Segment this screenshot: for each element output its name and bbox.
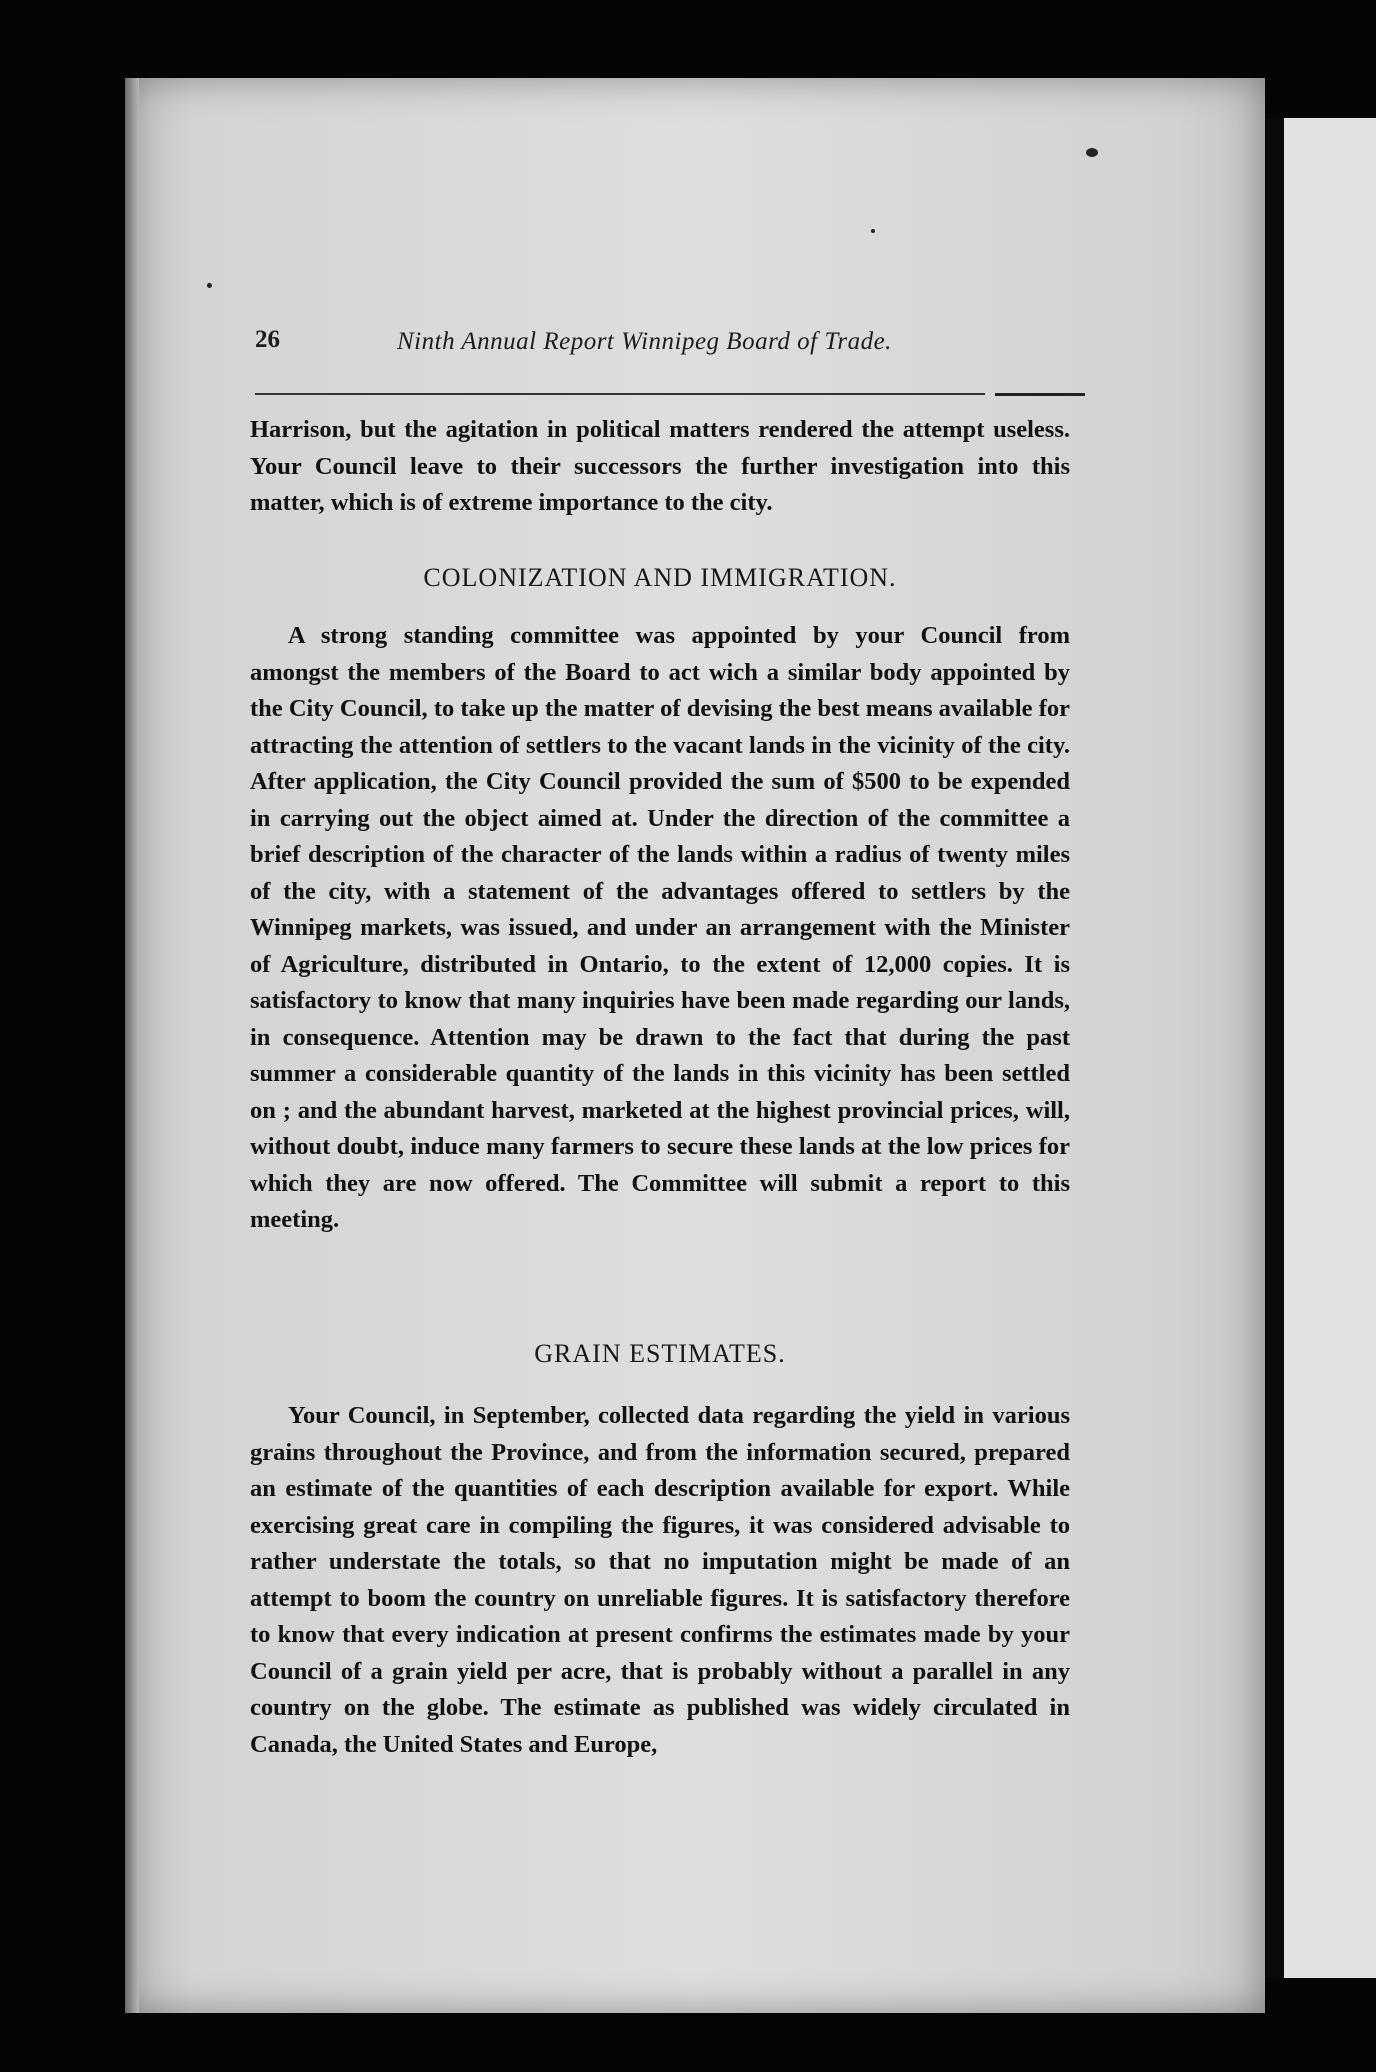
page-number: 26: [255, 326, 280, 353]
header-rule: [255, 393, 985, 395]
intro-paragraph: Harrison, but the agitation in political matters rendered the attempt useless. Your Council leave to their successors the further investigation into this matter, which is of extreme importance to the city.: [250, 416, 1070, 516]
grain-paragraph: Your Council, in September, collected data regarding the yield in various grains throughout the Province, and from the information secured, prepared an estimate of the quantities of each description available for export. While exercising great care in compiling the figures, it was considered advisable to rather understate the totals, so that no imputation might be made of an attempt to boom the country on unreliable figures. It is satisfactory therefore to know that every indication at present confirms the estimates made by your Council of a grain yield per acre, that is probably without a parallel in any country on the globe. The estimate as published was widely circulated in Canada, the United States and Europe,: [250, 1402, 1070, 1758]
intro-text: [250, 412, 1070, 522]
ink-speck: [871, 229, 875, 233]
running-title: Ninth Annual Report Winnipeg Board of Trade.: [397, 328, 892, 355]
section-heading-grain: GRAIN ESTIMATES.: [534, 1339, 786, 1368]
grain-text: [250, 1398, 1070, 1763]
ink-speck: [207, 283, 212, 288]
colonization-paragraph: A strong standing committee was appointed by your Council from amongst the members of the Board to act wich a similar body appointed by the City Council, to take up the matter of devising the best means available for attracting the attention of settlers to the vacant lands in the vicinity of the city. After application, the City Council provided the sum of $500 to be expended in carrying out the object aimed at. Under the direction of the committee a brief description of the character of the lands within a radius of twenty miles of the city, with a statement of the advantages offered to settlers by the Winnipeg markets, was issued, and under an arrangement with the Minister of Agriculture, distributed in Ontario, to the extent of 12,000 copies. It is satisfactory to know that many inquiries have been made regarding our lands, in consequence. Attention may be drawn to the fact that during the past summer a considerable quantity of the lands in this vicinity has been settled on ; and the abundant harvest, marketed at the highest provincial prices, will, without doubt, induce many farmers to secure these lands at the low prices for which they are now offered. The Committee will submit a report to this meeting.: [250, 622, 1070, 1233]
adjacent-page-edge: [1284, 118, 1376, 1978]
page-gutter-dark: [1265, 118, 1284, 1978]
page-header: [255, 326, 1085, 366]
header-rule-short: [995, 393, 1085, 396]
page-edge-shadow: [125, 78, 139, 2013]
ink-speck: [1086, 148, 1098, 157]
section-heading-colonization: COLONIZATION AND IMMIGRATION.: [423, 563, 897, 592]
colonization-text: [250, 618, 1070, 1239]
